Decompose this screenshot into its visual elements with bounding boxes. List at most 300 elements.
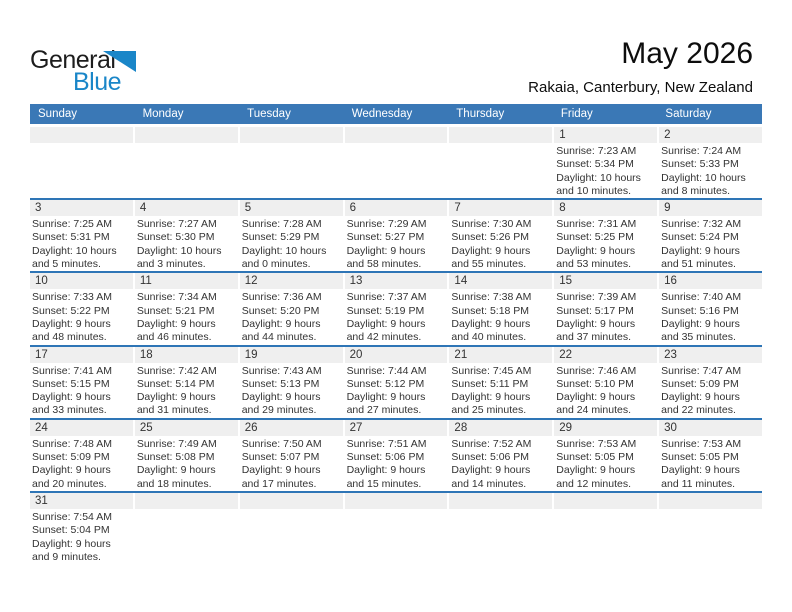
day-number-band xyxy=(659,347,762,363)
day-number-band xyxy=(30,493,133,509)
daylight-text-line2: and 17 minutes. xyxy=(241,477,317,490)
weekday-header-saturday: Saturday xyxy=(665,108,712,120)
daylight-text-line2: and 25 minutes. xyxy=(451,404,527,417)
sunrise-text: Sunrise: 7:33 AM xyxy=(32,291,112,304)
daylight-text-line1: Daylight: 9 hours xyxy=(451,464,531,477)
sunrise-text: Sunrise: 7:30 AM xyxy=(451,218,532,231)
calendar-day-cell xyxy=(135,273,238,344)
day-details xyxy=(659,363,762,418)
daylight-text-line2: and 37 minutes. xyxy=(556,331,631,344)
day-number: 12 xyxy=(244,275,258,288)
day-number: 9 xyxy=(664,202,671,215)
daylight-text-line1: Daylight: 10 hours xyxy=(556,171,641,184)
daylight-text-line1: Daylight: 9 hours xyxy=(32,317,111,330)
calendar-day-cell xyxy=(30,493,133,585)
day-details xyxy=(240,216,343,271)
week-row xyxy=(30,347,762,420)
daylight-text-line2: and 11 minutes. xyxy=(661,477,736,490)
daylight-text-line1: Daylight: 9 hours xyxy=(346,244,426,257)
sunrise-text: Sunrise: 7:44 AM xyxy=(346,364,427,377)
day-number: 10 xyxy=(35,275,48,288)
calendar-day-cell xyxy=(554,200,657,271)
day-number-band xyxy=(449,273,552,289)
weekday-header-tuesday: Tuesday xyxy=(247,108,291,120)
day-details xyxy=(30,509,133,564)
sunset-text: Sunset: 5:17 PM xyxy=(556,304,634,317)
sunrise-text: Sunrise: 7:24 AM xyxy=(661,145,742,157)
calendar-day-cell xyxy=(240,347,343,418)
daylight-text-line1: Daylight: 9 hours xyxy=(556,464,636,477)
calendar-day-cell xyxy=(345,420,448,491)
day-number: 21 xyxy=(454,348,468,361)
calendar-day-cell xyxy=(554,420,657,491)
day-details xyxy=(240,363,343,418)
calendar-day-cell xyxy=(659,420,762,491)
daylight-text-line2: and 14 minutes. xyxy=(451,477,527,490)
sunset-text: Sunset: 5:06 PM xyxy=(451,451,530,464)
week-row xyxy=(30,273,762,346)
daylight-text-line1: Daylight: 9 hours xyxy=(661,391,740,404)
day-details xyxy=(345,216,448,271)
calendar-empty-cell xyxy=(135,127,238,198)
day-number-band xyxy=(135,273,238,289)
day-number-band xyxy=(240,127,343,143)
sunset-text: Sunset: 5:25 PM xyxy=(556,231,634,244)
daylight-text-line1: Daylight: 9 hours xyxy=(136,391,216,404)
day-number-band xyxy=(345,493,448,509)
calendar-empty-cell xyxy=(345,127,448,198)
daylight-text-line2: and 53 minutes. xyxy=(556,258,631,271)
sunset-text: Sunset: 5:19 PM xyxy=(346,304,425,317)
day-details xyxy=(449,363,552,418)
sunrise-text: Sunrise: 7:29 AM xyxy=(346,218,427,231)
day-details xyxy=(449,509,552,511)
calendar-day-cell xyxy=(345,200,448,271)
sunset-text: Sunset: 5:08 PM xyxy=(136,451,215,464)
daylight-text-line1: Daylight: 9 hours xyxy=(451,244,531,257)
daylight-text-line1: Daylight: 9 hours xyxy=(136,317,216,330)
calendar-empty-cell xyxy=(554,493,657,585)
sunrise-text: Sunrise: 7:34 AM xyxy=(136,291,217,304)
day-number-band xyxy=(554,127,657,143)
daylight-text-line2: and 10 minutes. xyxy=(556,184,631,197)
daylight-text-line2: and 5 minutes. xyxy=(32,258,101,271)
daylight-text-line2: and 46 minutes. xyxy=(136,331,212,344)
day-details xyxy=(659,143,762,198)
sunset-text: Sunset: 5:31 PM xyxy=(32,231,110,244)
weekday-header-friday: Friday xyxy=(560,108,593,120)
sunset-text: Sunset: 5:34 PM xyxy=(556,158,634,171)
day-details xyxy=(554,509,657,511)
day-number: 14 xyxy=(454,275,468,288)
day-number: 27 xyxy=(349,421,363,434)
day-number-band xyxy=(449,127,552,143)
day-number-band xyxy=(135,493,238,509)
sunset-text: Sunset: 5:09 PM xyxy=(32,451,110,464)
weekday-header-wednesday: Wednesday xyxy=(351,108,413,120)
day-number-band xyxy=(240,420,343,436)
calendar-day-cell xyxy=(659,127,762,198)
sunset-text: Sunset: 5:29 PM xyxy=(241,231,320,244)
daylight-text-line1: Daylight: 9 hours xyxy=(241,317,321,330)
calendar-day-cell xyxy=(449,200,552,271)
weekday-header-sunday: Sunday xyxy=(38,108,78,120)
day-number: 13 xyxy=(349,275,363,288)
daylight-text-line2: and 22 minutes. xyxy=(661,404,736,417)
sunrise-text: Sunrise: 7:42 AM xyxy=(136,364,217,377)
day-number-band xyxy=(659,273,762,289)
sunrise-text: Sunrise: 7:43 AM xyxy=(241,364,322,377)
day-details xyxy=(135,216,238,271)
daylight-text-line2: and 3 minutes. xyxy=(136,258,206,271)
daylight-text-line1: Daylight: 9 hours xyxy=(136,464,216,477)
logo-text-general: General xyxy=(30,46,116,74)
sunrise-text: Sunrise: 7:48 AM xyxy=(32,437,112,450)
day-details xyxy=(30,216,133,271)
sunset-text: Sunset: 5:16 PM xyxy=(661,304,739,317)
day-number-band xyxy=(554,493,657,509)
day-number: 19 xyxy=(244,348,258,361)
day-number-band xyxy=(240,347,343,363)
day-number-band xyxy=(30,347,133,363)
day-details xyxy=(345,363,448,418)
daylight-text-line1: Daylight: 9 hours xyxy=(451,391,531,404)
day-details xyxy=(345,436,448,491)
day-details xyxy=(135,436,238,491)
calendar-empty-cell xyxy=(345,493,448,585)
calendar-empty-cell xyxy=(240,127,343,198)
daylight-text-line2: and 35 minutes. xyxy=(661,331,736,344)
day-details xyxy=(30,289,133,344)
daylight-text-line2: and 42 minutes. xyxy=(346,331,422,344)
day-details xyxy=(135,143,238,145)
day-number-band xyxy=(449,347,552,363)
day-details xyxy=(240,289,343,344)
day-number: 29 xyxy=(559,421,573,434)
day-number-band xyxy=(345,273,448,289)
day-details xyxy=(554,289,657,344)
sunset-text: Sunset: 5:30 PM xyxy=(136,231,215,244)
calendar-empty-cell xyxy=(659,493,762,585)
day-details xyxy=(659,216,762,271)
sunrise-text: Sunrise: 7:39 AM xyxy=(556,291,637,304)
sunrise-text: Sunrise: 7:25 AM xyxy=(32,218,112,231)
calendar-day-cell xyxy=(30,273,133,344)
calendar-day-cell xyxy=(449,273,552,344)
daylight-text-line1: Daylight: 10 hours xyxy=(661,171,746,184)
day-number: 17 xyxy=(35,348,48,361)
day-details xyxy=(135,289,238,344)
calendar-day-cell xyxy=(30,420,133,491)
day-number-band xyxy=(449,420,552,436)
day-details xyxy=(345,289,448,344)
calendar-empty-cell xyxy=(135,493,238,585)
sunrise-text: Sunrise: 7:23 AM xyxy=(556,145,637,157)
day-details xyxy=(30,363,133,418)
day-number-band xyxy=(449,200,552,216)
general-blue-logo xyxy=(30,46,170,98)
day-number-band xyxy=(449,493,552,509)
day-number: 22 xyxy=(559,348,573,361)
daylight-text-line2: and 24 minutes. xyxy=(556,404,631,417)
sunset-text: Sunset: 5:14 PM xyxy=(136,377,215,390)
daylight-text-line2: and 44 minutes. xyxy=(241,331,317,344)
calendar-day-cell xyxy=(554,127,657,198)
calendar-day-cell xyxy=(554,347,657,418)
day-details xyxy=(135,363,238,418)
sunrise-text: Sunrise: 7:37 AM xyxy=(346,291,427,304)
sunset-text: Sunset: 5:13 PM xyxy=(241,377,320,390)
sunrise-text: Sunrise: 7:38 AM xyxy=(451,291,532,304)
day-details xyxy=(30,436,133,491)
week-row xyxy=(30,200,762,273)
day-number-band xyxy=(554,420,657,436)
day-number: 1 xyxy=(559,129,566,141)
day-number-band xyxy=(554,347,657,363)
day-details xyxy=(449,436,552,491)
day-details xyxy=(554,143,657,198)
day-number-band xyxy=(345,347,448,363)
daylight-text-line2: and 18 minutes. xyxy=(136,477,212,490)
calendar-empty-cell xyxy=(240,493,343,585)
sunset-text: Sunset: 5:15 PM xyxy=(32,377,110,390)
sunset-text: Sunset: 5:33 PM xyxy=(661,158,739,171)
day-details xyxy=(659,289,762,344)
daylight-text-line2: and 31 minutes. xyxy=(136,404,212,417)
calendar-day-cell xyxy=(135,347,238,418)
day-number-band xyxy=(240,493,343,509)
daylight-text-line1: Daylight: 9 hours xyxy=(556,317,636,330)
daylight-text-line2: and 9 minutes. xyxy=(32,550,101,563)
daylight-text-line1: Daylight: 10 hours xyxy=(32,244,117,257)
sunrise-text: Sunrise: 7:45 AM xyxy=(451,364,532,377)
day-number-band xyxy=(240,200,343,216)
daylight-text-line1: Daylight: 9 hours xyxy=(346,317,426,330)
day-number-band xyxy=(554,273,657,289)
sunset-text: Sunset: 5:10 PM xyxy=(556,377,634,390)
sunrise-text: Sunrise: 7:46 AM xyxy=(556,364,637,377)
day-details xyxy=(659,436,762,491)
calendar-day-cell xyxy=(30,200,133,271)
sunrise-text: Sunrise: 7:31 AM xyxy=(556,218,637,231)
sunset-text: Sunset: 5:22 PM xyxy=(32,304,110,317)
day-number-band xyxy=(30,127,133,143)
daylight-text-line1: Daylight: 9 hours xyxy=(346,391,426,404)
day-number: 6 xyxy=(349,202,356,215)
day-number-band xyxy=(135,200,238,216)
daylight-text-line2: and 15 minutes. xyxy=(346,477,422,490)
day-number: 7 xyxy=(454,202,461,215)
day-number: 2 xyxy=(664,129,671,141)
day-number-band xyxy=(554,200,657,216)
day-number-band xyxy=(345,420,448,436)
daylight-text-line2: and 48 minutes. xyxy=(32,331,107,344)
daylight-text-line1: Daylight: 9 hours xyxy=(32,391,111,404)
daylight-text-line1: Daylight: 9 hours xyxy=(346,464,426,477)
day-number-band xyxy=(135,420,238,436)
calendar-day-cell xyxy=(659,347,762,418)
sunrise-text: Sunrise: 7:51 AM xyxy=(346,437,427,450)
calendar-day-cell xyxy=(240,200,343,271)
calendar-empty-cell xyxy=(449,493,552,585)
calendar-day-cell xyxy=(554,273,657,344)
day-number-band xyxy=(659,420,762,436)
sunset-text: Sunset: 5:07 PM xyxy=(241,451,320,464)
day-number: 16 xyxy=(664,275,677,288)
daylight-text-line2: and 0 minutes. xyxy=(241,258,311,271)
sunrise-text: Sunrise: 7:28 AM xyxy=(241,218,322,231)
sunrise-text: Sunrise: 7:27 AM xyxy=(136,218,217,231)
day-number-band xyxy=(30,200,133,216)
day-details xyxy=(554,436,657,491)
day-details xyxy=(449,143,552,145)
day-number: 20 xyxy=(349,348,363,361)
day-number: 8 xyxy=(559,202,566,215)
day-details xyxy=(30,143,133,145)
calendar-day-cell xyxy=(30,347,133,418)
day-number-band xyxy=(659,127,762,143)
daylight-text-line1: Daylight: 10 hours xyxy=(136,244,222,257)
day-number: 25 xyxy=(139,421,153,434)
daylight-text-line1: Daylight: 9 hours xyxy=(241,391,321,404)
calendar-day-cell xyxy=(135,420,238,491)
calendar-empty-cell xyxy=(30,127,133,198)
daylight-text-line1: Daylight: 9 hours xyxy=(661,244,740,257)
calendar-grid xyxy=(30,104,762,585)
sunrise-text: Sunrise: 7:47 AM xyxy=(661,364,742,377)
calendar-day-cell xyxy=(240,420,343,491)
week-row xyxy=(30,127,762,200)
daylight-text-line2: and 8 minutes. xyxy=(661,184,731,197)
weeks-container xyxy=(30,127,762,585)
sunset-text: Sunset: 5:05 PM xyxy=(556,451,634,464)
day-number-band xyxy=(659,493,762,509)
day-number: 4 xyxy=(139,202,147,215)
calendar-location: Rakaia, Canterbury, New Zealand xyxy=(528,79,753,96)
sunset-text: Sunset: 5:27 PM xyxy=(346,231,425,244)
day-number-band xyxy=(240,273,343,289)
calendar-empty-cell xyxy=(449,127,552,198)
daylight-text-line2: and 29 minutes. xyxy=(241,404,317,417)
day-details xyxy=(240,143,343,145)
sunrise-text: Sunrise: 7:53 AM xyxy=(556,437,637,450)
day-details xyxy=(135,509,238,511)
day-details xyxy=(240,509,343,511)
daylight-text-line2: and 55 minutes. xyxy=(451,258,527,271)
sunset-text: Sunset: 5:04 PM xyxy=(32,524,110,537)
day-number: 15 xyxy=(559,275,573,288)
daylight-text-line1: Daylight: 9 hours xyxy=(451,317,531,330)
daylight-text-line2: and 12 minutes. xyxy=(556,477,631,490)
day-number: 31 xyxy=(35,494,48,507)
daylight-text-line1: Daylight: 9 hours xyxy=(556,391,636,404)
day-number-band xyxy=(30,420,133,436)
daylight-text-line2: and 51 minutes. xyxy=(661,258,736,271)
sunrise-text: Sunrise: 7:32 AM xyxy=(661,218,742,231)
day-number: 23 xyxy=(664,348,677,361)
sunrise-text: Sunrise: 7:40 AM xyxy=(661,291,742,304)
sunrise-text: Sunrise: 7:49 AM xyxy=(136,437,217,450)
calendar-day-cell xyxy=(449,347,552,418)
calendar-day-cell xyxy=(240,273,343,344)
weekday-header-monday: Monday xyxy=(142,108,184,120)
calendar-day-cell xyxy=(659,273,762,344)
day-number: 30 xyxy=(664,421,677,434)
calendar-day-cell xyxy=(345,347,448,418)
day-number: 24 xyxy=(35,421,48,434)
week-row xyxy=(30,420,762,493)
day-details xyxy=(449,216,552,271)
sunset-text: Sunset: 5:06 PM xyxy=(346,451,425,464)
day-number: 5 xyxy=(244,202,252,215)
day-number-band xyxy=(659,200,762,216)
daylight-text-line1: Daylight: 9 hours xyxy=(32,464,111,477)
day-number-band xyxy=(135,347,238,363)
daylight-text-line1: Daylight: 9 hours xyxy=(32,537,111,550)
sunset-text: Sunset: 5:21 PM xyxy=(136,304,215,317)
sunset-text: Sunset: 5:24 PM xyxy=(661,231,739,244)
sunset-text: Sunset: 5:12 PM xyxy=(346,377,425,390)
sunrise-text: Sunrise: 7:41 AM xyxy=(32,364,112,377)
day-details xyxy=(554,363,657,418)
daylight-text-line2: and 40 minutes. xyxy=(451,331,527,344)
logo-text-blue: Blue xyxy=(73,68,122,96)
day-details xyxy=(345,143,448,145)
day-number: 18 xyxy=(139,348,153,361)
day-details xyxy=(240,436,343,491)
sunrise-text: Sunrise: 7:50 AM xyxy=(241,437,322,450)
sunset-text: Sunset: 5:18 PM xyxy=(451,304,530,317)
daylight-text-line1: Daylight: 9 hours xyxy=(661,317,740,330)
daylight-text-line2: and 58 minutes. xyxy=(346,258,422,271)
daylight-text-line2: and 33 minutes. xyxy=(32,404,107,417)
daylight-text-line1: Daylight: 9 hours xyxy=(241,464,321,477)
daylight-text-line1: Daylight: 9 hours xyxy=(556,244,636,257)
calendar-day-cell xyxy=(449,420,552,491)
day-number-band xyxy=(30,273,133,289)
calendar-day-cell xyxy=(659,200,762,271)
sunset-text: Sunset: 5:20 PM xyxy=(241,304,320,317)
sunrise-text: Sunrise: 7:54 AM xyxy=(32,510,112,523)
day-number-band xyxy=(135,127,238,143)
day-details xyxy=(659,509,762,511)
day-details xyxy=(449,289,552,344)
week-row xyxy=(30,493,762,585)
sunset-text: Sunset: 5:11 PM xyxy=(451,377,529,390)
day-number-band xyxy=(345,200,448,216)
sunrise-text: Sunrise: 7:36 AM xyxy=(241,291,322,304)
weekday-header-row xyxy=(30,104,762,124)
daylight-text-line1: Daylight: 10 hours xyxy=(241,244,327,257)
daylight-text-line2: and 20 minutes. xyxy=(32,477,107,490)
weekday-header-thursday: Thursday xyxy=(456,108,505,120)
day-number: 3 xyxy=(35,202,42,215)
sunset-text: Sunset: 5:26 PM xyxy=(451,231,530,244)
day-details xyxy=(554,216,657,271)
day-number: 11 xyxy=(139,275,152,288)
sunrise-text: Sunrise: 7:52 AM xyxy=(451,437,532,450)
calendar-title: May 2026 xyxy=(621,37,753,70)
daylight-text-line1: Daylight: 9 hours xyxy=(661,464,740,477)
daylight-text-line2: and 27 minutes. xyxy=(346,404,422,417)
day-number: 28 xyxy=(454,421,468,434)
calendar-day-cell xyxy=(345,273,448,344)
sunset-text: Sunset: 5:09 PM xyxy=(661,377,739,390)
sunrise-text: Sunrise: 7:53 AM xyxy=(661,437,742,450)
day-details xyxy=(345,509,448,511)
day-number-band xyxy=(345,127,448,143)
day-number: 26 xyxy=(244,421,258,434)
